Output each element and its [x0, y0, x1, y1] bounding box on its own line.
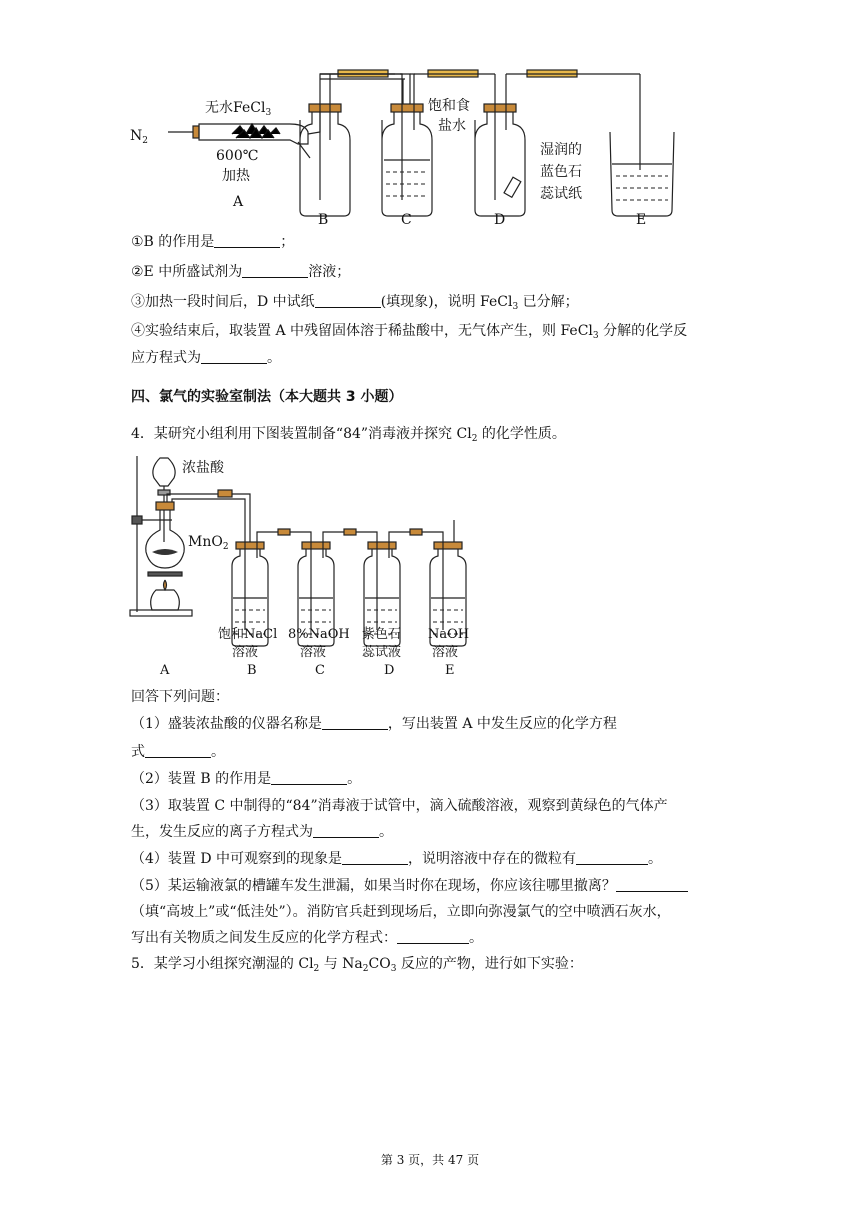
litmus-paper: [504, 177, 521, 197]
brine-label-1: 饱和食: [428, 98, 470, 114]
mno2-label: MnO$_2$: [188, 534, 229, 552]
paper-label-1: 湿润的: [540, 142, 582, 158]
label-c-2: 溶液: [300, 645, 327, 660]
section-heading: 四、氯气的实验室制法（本大题共 3 小题）: [131, 389, 403, 405]
letter-c2: C: [315, 663, 325, 678]
q4-part-5-end: 写出有关物质之间发生反应的化学方程式： 。: [131, 930, 483, 946]
n2-label: $N_2$: [130, 128, 148, 146]
letter-c: C: [401, 212, 412, 228]
q3-line-5: 应方程式为 。: [131, 350, 281, 366]
round-flask: [146, 510, 184, 568]
bottle-d: [475, 110, 525, 216]
answer-blank[interactable]: [576, 850, 648, 865]
letter-d: D: [494, 212, 506, 228]
letter-d2: D: [384, 663, 395, 678]
q4-part-3-cont: 生，发生反应的离子方程式为 。: [131, 824, 393, 840]
stand-base: [130, 610, 192, 616]
page-footer: 第 3 页，共 47 页: [380, 1153, 480, 1167]
q4-part-1-cont: 式 。: [131, 744, 225, 760]
answer-blank[interactable]: [271, 770, 347, 785]
temp-label: 600℃: [216, 148, 259, 164]
q4-part-5: （5）某运输液氯的槽罐车发生泄漏，如果当时你在现场，你应该往哪里撤离？: [131, 876, 688, 896]
rubber-joint-a: [218, 490, 232, 497]
label-b-2: 溶液: [232, 645, 259, 660]
brine-label-2: 盐水: [438, 118, 466, 134]
stopper-d: [484, 104, 516, 112]
letter-b: B: [318, 212, 329, 228]
label-e-1: NaOH: [428, 627, 470, 642]
separatory-funnel: [153, 458, 175, 486]
label-e-2: 溶液: [432, 645, 459, 660]
alcohol-lamp: [151, 590, 180, 610]
letter-a: A: [233, 194, 244, 210]
letter-e2: E: [445, 663, 455, 678]
stopper-a-left: [193, 126, 199, 138]
label-c-1: 8%NaOH: [288, 627, 350, 642]
heat-label: 加热: [222, 168, 250, 184]
answer-blank[interactable]: [214, 233, 280, 248]
answer-blank[interactable]: [313, 823, 379, 838]
fecl3-solid: [232, 124, 280, 138]
q5-intro: 5．某学习小组探究潮湿的 $Cl_2$ 与 $Na_2CO_3$ 反应的产物，进行如下实验：: [131, 956, 583, 974]
answer-blank[interactable]: [322, 715, 388, 730]
q3-line-4: ④实验结束后，取装置 A 中残留固体溶于稀盐酸中，无气体产生，则 FeCl$_3$ 分解的化学反: [131, 323, 688, 341]
letter-b2: B: [247, 663, 257, 678]
q4-answer-prompt: 回答下列问题：: [131, 689, 229, 705]
tube-a-to-b: [298, 74, 330, 158]
answer-blank[interactable]: [342, 850, 408, 865]
q4-part-1: （1）盛装浓盐酸的仪器名称是 ，写出装置 A 中发生反应的化学方程: [131, 716, 617, 732]
q3-line-2: ②E 中所盛试剂为 溶液；: [131, 264, 351, 280]
q4-part-2: （2）装置 B 的作用是 。: [131, 771, 362, 787]
q4-part-4: （4）装置 D 中可观察到的现象是 ，说明溶液中存在的微粒有 。: [131, 851, 663, 867]
answer-blank[interactable]: [315, 293, 381, 308]
answer-blank[interactable]: [242, 263, 308, 278]
mno2-solid: [152, 549, 178, 555]
stopper-c: [391, 104, 423, 112]
acid-label: 浓盐酸: [182, 460, 224, 476]
stopper-b: [309, 104, 341, 112]
paper-label-2: 蓝色石: [540, 164, 582, 180]
stopper-flask: [156, 502, 174, 510]
answer-blank[interactable]: [145, 743, 211, 758]
q3-line-1: ①B 的作用是 ；: [131, 234, 295, 250]
answer-blank[interactable]: [201, 349, 267, 364]
rubber-joint-bc: [278, 529, 290, 535]
q4-part-3: （3）取装置 C 中制得的“84”消毒液于试管中，滴入硫酸溶液，观察到黄绿色的气体产: [131, 798, 668, 814]
rubber-joint-cd: [344, 529, 356, 535]
letter-a2: A: [160, 663, 170, 678]
reagent-label: 无水FeCl$_3$: [205, 100, 272, 118]
figure-chlorine-apparatus: [120, 452, 480, 682]
rubber-joint-de: [410, 529, 422, 535]
bottle-c: [382, 110, 432, 216]
label-d-1: 紫色石: [362, 627, 402, 642]
answer-blank[interactable]: [397, 929, 469, 944]
bottle-b: [300, 110, 350, 216]
answer-blank[interactable]: [616, 877, 688, 892]
q4-part-5-cont: （填“高坡上”或“低洼处”）。消防官兵赶到现场后，立即向弥漫氯气的空中喷洒石灰水，: [131, 904, 671, 920]
paper-label-3: 蕊试纸: [540, 186, 582, 202]
label-b-1: 饱和NaCl: [218, 627, 278, 642]
label-d-2: 蕊试液: [362, 645, 402, 660]
beaker-e: [610, 132, 674, 216]
q4-intro: 4．某研究小组利用下图装置制备“84”消毒液并探究 $Cl_2$ 的化学性质。: [131, 426, 566, 444]
letter-e: E: [636, 212, 647, 228]
figure-fecl3-apparatus: [120, 60, 720, 230]
q3-line-3: ③加热一段时间后，D 中试纸 (填现象)，说明 FeCl$_3$ 已分解；: [131, 294, 579, 312]
gauze: [148, 572, 182, 576]
